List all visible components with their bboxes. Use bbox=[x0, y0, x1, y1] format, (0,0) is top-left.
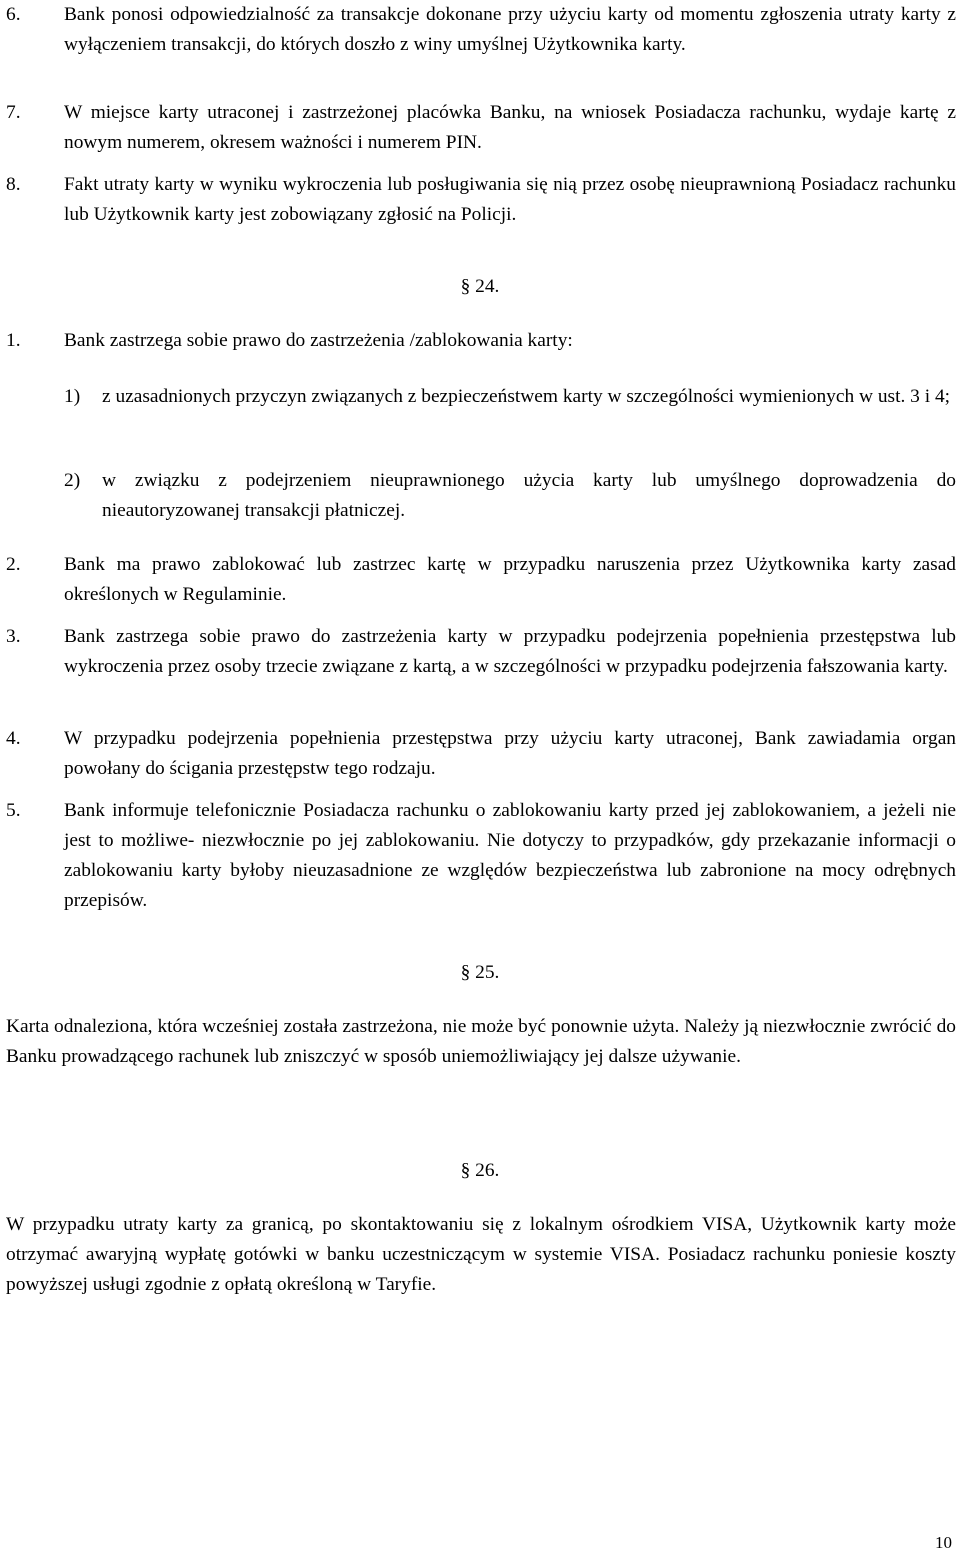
section-26-text: W przypadku utraty karty za granicą, po skontaktowaniu się z lokalnym ośrodkiem VISA, Użytkownik karty może otrzymać awaryjną wypłatę gotówki w banku uczestniczącym w systemie VISA. Posiadacz rachunku poniesie koszty powyższej usługi zgodnie z opłatą określoną w Taryfie. bbox=[6, 1214, 956, 1295]
section-24-paragraph-3-text: Bank zastrzega sobie prawo do zastrzeżenia karty w przypadku podejrzenia popełnienia przestępstwa lub wykroczenia przez osoby trzecie związane z kartą, a w szczególności w przypadku podejrzenia fałszowania karty. bbox=[64, 626, 956, 677]
section-24-paragraph-3-number: 3. bbox=[6, 626, 21, 647]
paragraph-6-number: 6. bbox=[6, 4, 21, 25]
subpoint-1-number: 1) bbox=[64, 386, 81, 407]
section-24-paragraph-1-number: 1. bbox=[6, 330, 21, 351]
paragraph-7-number: 7. bbox=[6, 102, 21, 123]
section-25-text: Karta odnaleziona, która wcześniej została zastrzeżona, nie może być ponownie użyta. Należy ją niezwłocznie zwrócić do Banku prowadzącego rachunek lub zniszczyć w sposób uniemożliwiający jej dalsze używanie. bbox=[6, 1016, 956, 1067]
subpoint-2-text: w związku z podejrzeniem nieuprawnionego użycia karty lub umyślnego doprowadzenia do nieautoryzowanej transakcji płatniczej. bbox=[102, 470, 956, 521]
paragraph-6-text: Bank ponosi odpowiedzialność za transakcje dokonane przy użyciu karty od momentu zgłoszenia utraty karty z wyłączeniem transakcji, do których doszło z winy umyślnej Użytkownika karty. bbox=[64, 4, 956, 55]
paragraph-7-text: W miejsce karty utraconej i zastrzeżonej placówka Banku, na wniosek Posiadacza rachunku, wydaje kartę z nowym numerem, okresem ważności i numerem PIN. bbox=[64, 102, 956, 153]
subpoint-2-number: 2) bbox=[64, 470, 81, 491]
section-26-heading: § 26. bbox=[460, 1160, 500, 1181]
page-number: 10 bbox=[935, 1533, 952, 1552]
section-24-paragraph-4-number: 4. bbox=[6, 728, 21, 749]
section-24-paragraph-1-text: Bank zastrzega sobie prawo do zastrzeżenia /zablokowania karty: bbox=[64, 330, 573, 351]
section-24-paragraph-5-number: 5. bbox=[6, 800, 21, 821]
paragraph-8-text: Fakt utraty karty w wyniku wykroczenia lub posługiwania się nią przez osobę nieuprawnioną Posiadacz rachunku lub Użytkownik karty jest zobowiązany zgłosić na Policji. bbox=[64, 174, 956, 225]
section-24-paragraph-2-text: Bank ma prawo zablokować lub zastrzec kartę w przypadku naruszenia przez Użytkownika karty zasad określonych w Regulaminie. bbox=[64, 554, 956, 605]
paragraph-8-number: 8. bbox=[6, 174, 21, 195]
section-24-paragraph-4-text: W przypadku podejrzenia popełnienia przestępstwa przy użyciu karty utraconej, Bank zawiadamia organ powołany do ścigania przestępstw tego rodzaju. bbox=[64, 728, 956, 779]
section-24-paragraph-5-text: Bank informuje telefonicznie Posiadacza rachunku o zablokowaniu karty przed jej zablokowaniem, a jeżeli nie jest to możliwe- niezwłocznie po jej zablokowaniu. Nie dotyczy to przypadków, gdy przekazanie informacji o zablokowaniu karty byłoby nieuzasadnione ze względów bezpieczeństwa lub zabronione na mocy odrębnych przepisów. bbox=[64, 800, 956, 911]
subpoint-1-text: z uzasadnionych przyczyn związanych z bezpieczeństwem karty w szczególności wymienionych w ust. 3 i 4; bbox=[102, 386, 951, 407]
section-24-paragraph-2-number: 2. bbox=[6, 554, 21, 575]
section-24-heading: § 24. bbox=[460, 276, 500, 297]
section-25-heading: § 25. bbox=[460, 962, 500, 983]
